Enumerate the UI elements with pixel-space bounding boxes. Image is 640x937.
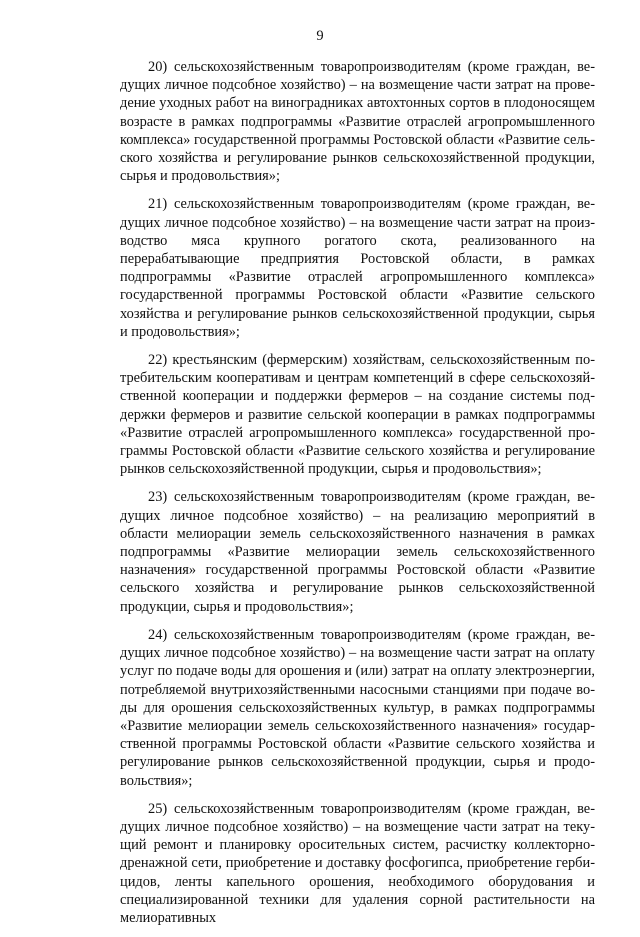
paragraph-item-24: 24) сельскохозяйственным товаропроизводителям (кроме граждан, ведущих личное подсобное хозяйство) – на возмещение части затрат на оплату услуг по подаче воды для орошения и (или) затрат на оплату электроэнергии, потребляемой внутрихозяйственными насосными станциями при подаче воды для орошения сельскохозяйственных культур, в рамках подпрограммы «Развитие мелиорации земель сельскохозяйственного назначения» государственной программы Ростовской области «Развитие сельского хозяйства и регулирование рынков сельскохозяйственной продукции, сырья и продовольствия»; [120, 626, 595, 789]
paragraph-item-21: 21) сельскохозяйственным товаропроизводителям (кроме граждан, ведущих личное подсобное хозяйство) – на возмещение части затрат на производство мяса крупного рогатого скота, реализованного на перерабатывающие предприятия Ростовской области, в рамках подпрограммы «Развитие отраслей агропромышленного комплекса» государственной программы Ростовской области «Развитие сельского хозяйства и регулирование рынков сельскохозяйственной продукции, сырья и продовольствия»; [120, 196, 595, 340]
paragraph-item-23: 23) сельскохозяйственным товаропроизводителям (кроме граждан, ведущих личное подсобное хозяйство) – на реализацию мероприятий в области мелиорации земель сельскохозяйственного назначения в рамках подпрограммы «Развитие мелиорации земель сельскохозяйственного назначения» государственной программы Ростовской области «Развитие сельского хозяйства и регулирование рынков сельскохозяйственной продукции, сырья и продовольствия»; [120, 489, 595, 615]
page-number: 9 [316, 28, 324, 44]
paragraph-item-22: 22) крестьянским (фермерским) хозяйствам, сельскохозяйственным потребительским кооперативам и центрам компетенций в сфере сельскохозяйственной кооперации и поддержки фермеров – на создание системы поддержки фермеров и развитие сельской кооперации в рамках подпрограммы «Развитие отраслей агропромышленного комплекса» государственной программы Ростовской области «Развитие сельского хозяйства и регулирование рынков сельскохозяйственной продукции, сырья и продовольствия»; [120, 352, 595, 478]
paragraph-item-25: 25) сельскохозяйственным товаропроизводителям (кроме граждан, ведущих личное подсобное хозяйство) – на возмещение части затрат на текущий ремонт и планировку оросительных систем, расчистку коллекторно-дренажной сети, приобретение и доставку фосфогипса, приобретение гербицидов, ленты капельного орошения, необходимого оборудования и специализированной техники для удаления сорной растительности на мелиоративных [120, 800, 595, 926]
paragraph-item-20: 20) сельскохозяйственным товаропроизводителям (кроме граждан, ведущих личное подсобное хозяйство) – на возмещение части затрат на проведение уходных работ на виноградниках автохтонных сортов в плодоносящем возрасте в рамках подпрограммы «Развитие отраслей агропромышленного комплекса» государственной программы Ростовской области «Развитие сельского хозяйства и регулирование рынков сельскохозяйственной продукции, сырья и продовольствия»; [120, 59, 595, 185]
document-body [120, 58, 595, 937]
